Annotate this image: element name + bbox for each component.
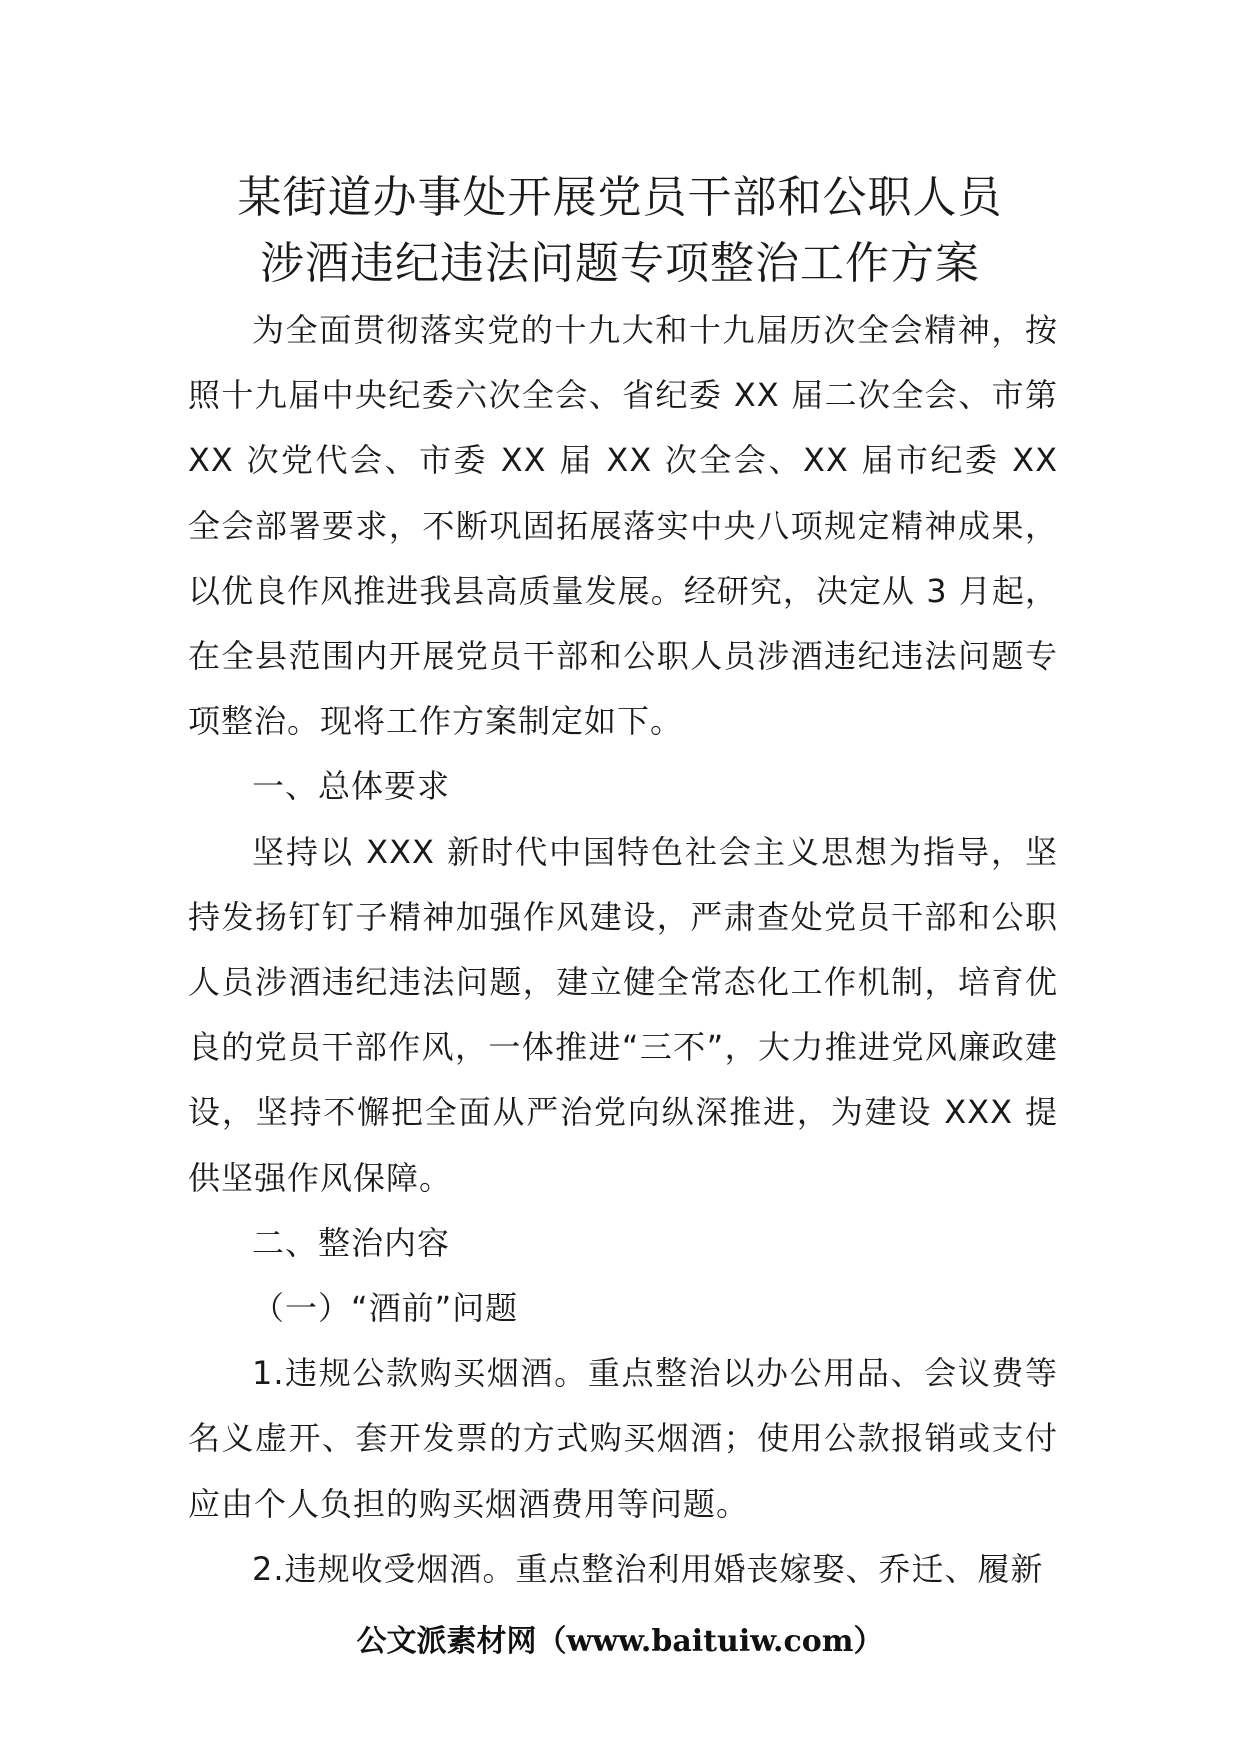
document-title-line-2: 涉酒违纪违法问题专项整治工作方案: [260, 238, 980, 289]
intro-paragraph: 为全面贯彻落实党的十九大和十九届历次全会精神，按照十九届中央纪委六次全会、省纪委 XX 届二次全会、市第 XX 次党代会、市委 XX 届 XX 次全会、XX 届市纪委 XX 全会部署要求，不断巩固拓展落实中央八项规定精神成果，以优良作风推进我县高质量发展。经研究，决定从 3 月起，在全县范围内开展党员干部和公职人员涉酒违纪违法问题专项整治。现将工作方案制定如下。: [188, 311, 1058, 741]
document-title-line-1: 某街道办事处开展党员干部和公职人员: [237, 172, 1003, 223]
subsection-heading-1: （一）“酒前”问题: [252, 1289, 519, 1328]
footer-watermark: 公文派素材网（www.baituiw.com）: [356, 1624, 884, 1659]
document-body: [188, 298, 1058, 1602]
item-2-paragraph: 2.违规收受烟酒。重点整治利用婚丧嫁娶、乔迁、履新: [252, 1549, 1044, 1588]
section-1-paragraph: 坚持以 XXX 新时代中国特色社会主义思想为指导，坚持发扬钉钉子精神加强作风建设，严肃查处党员干部和公职人员涉酒违纪违法问题，建立健全常态化工作机制，培育优良的党员干部作风，一体推进“三不”，大力推进党风廉政建设，坚持不懈把全面从严治党向纵深推进，为建设 XXX 提供坚强作风保障。: [188, 832, 1058, 1197]
section-heading-1: 一、总体要求: [252, 767, 451, 806]
item-1-paragraph: 1.违规公款购买烟酒。重点整治以办公用品、会议费等名义虚开、套开发票的方式购买烟酒；使用公款报销或支付应由个人负担的购买烟酒费用等问题。: [188, 1354, 1058, 1523]
section-heading-2: 二、整治内容: [252, 1223, 451, 1262]
